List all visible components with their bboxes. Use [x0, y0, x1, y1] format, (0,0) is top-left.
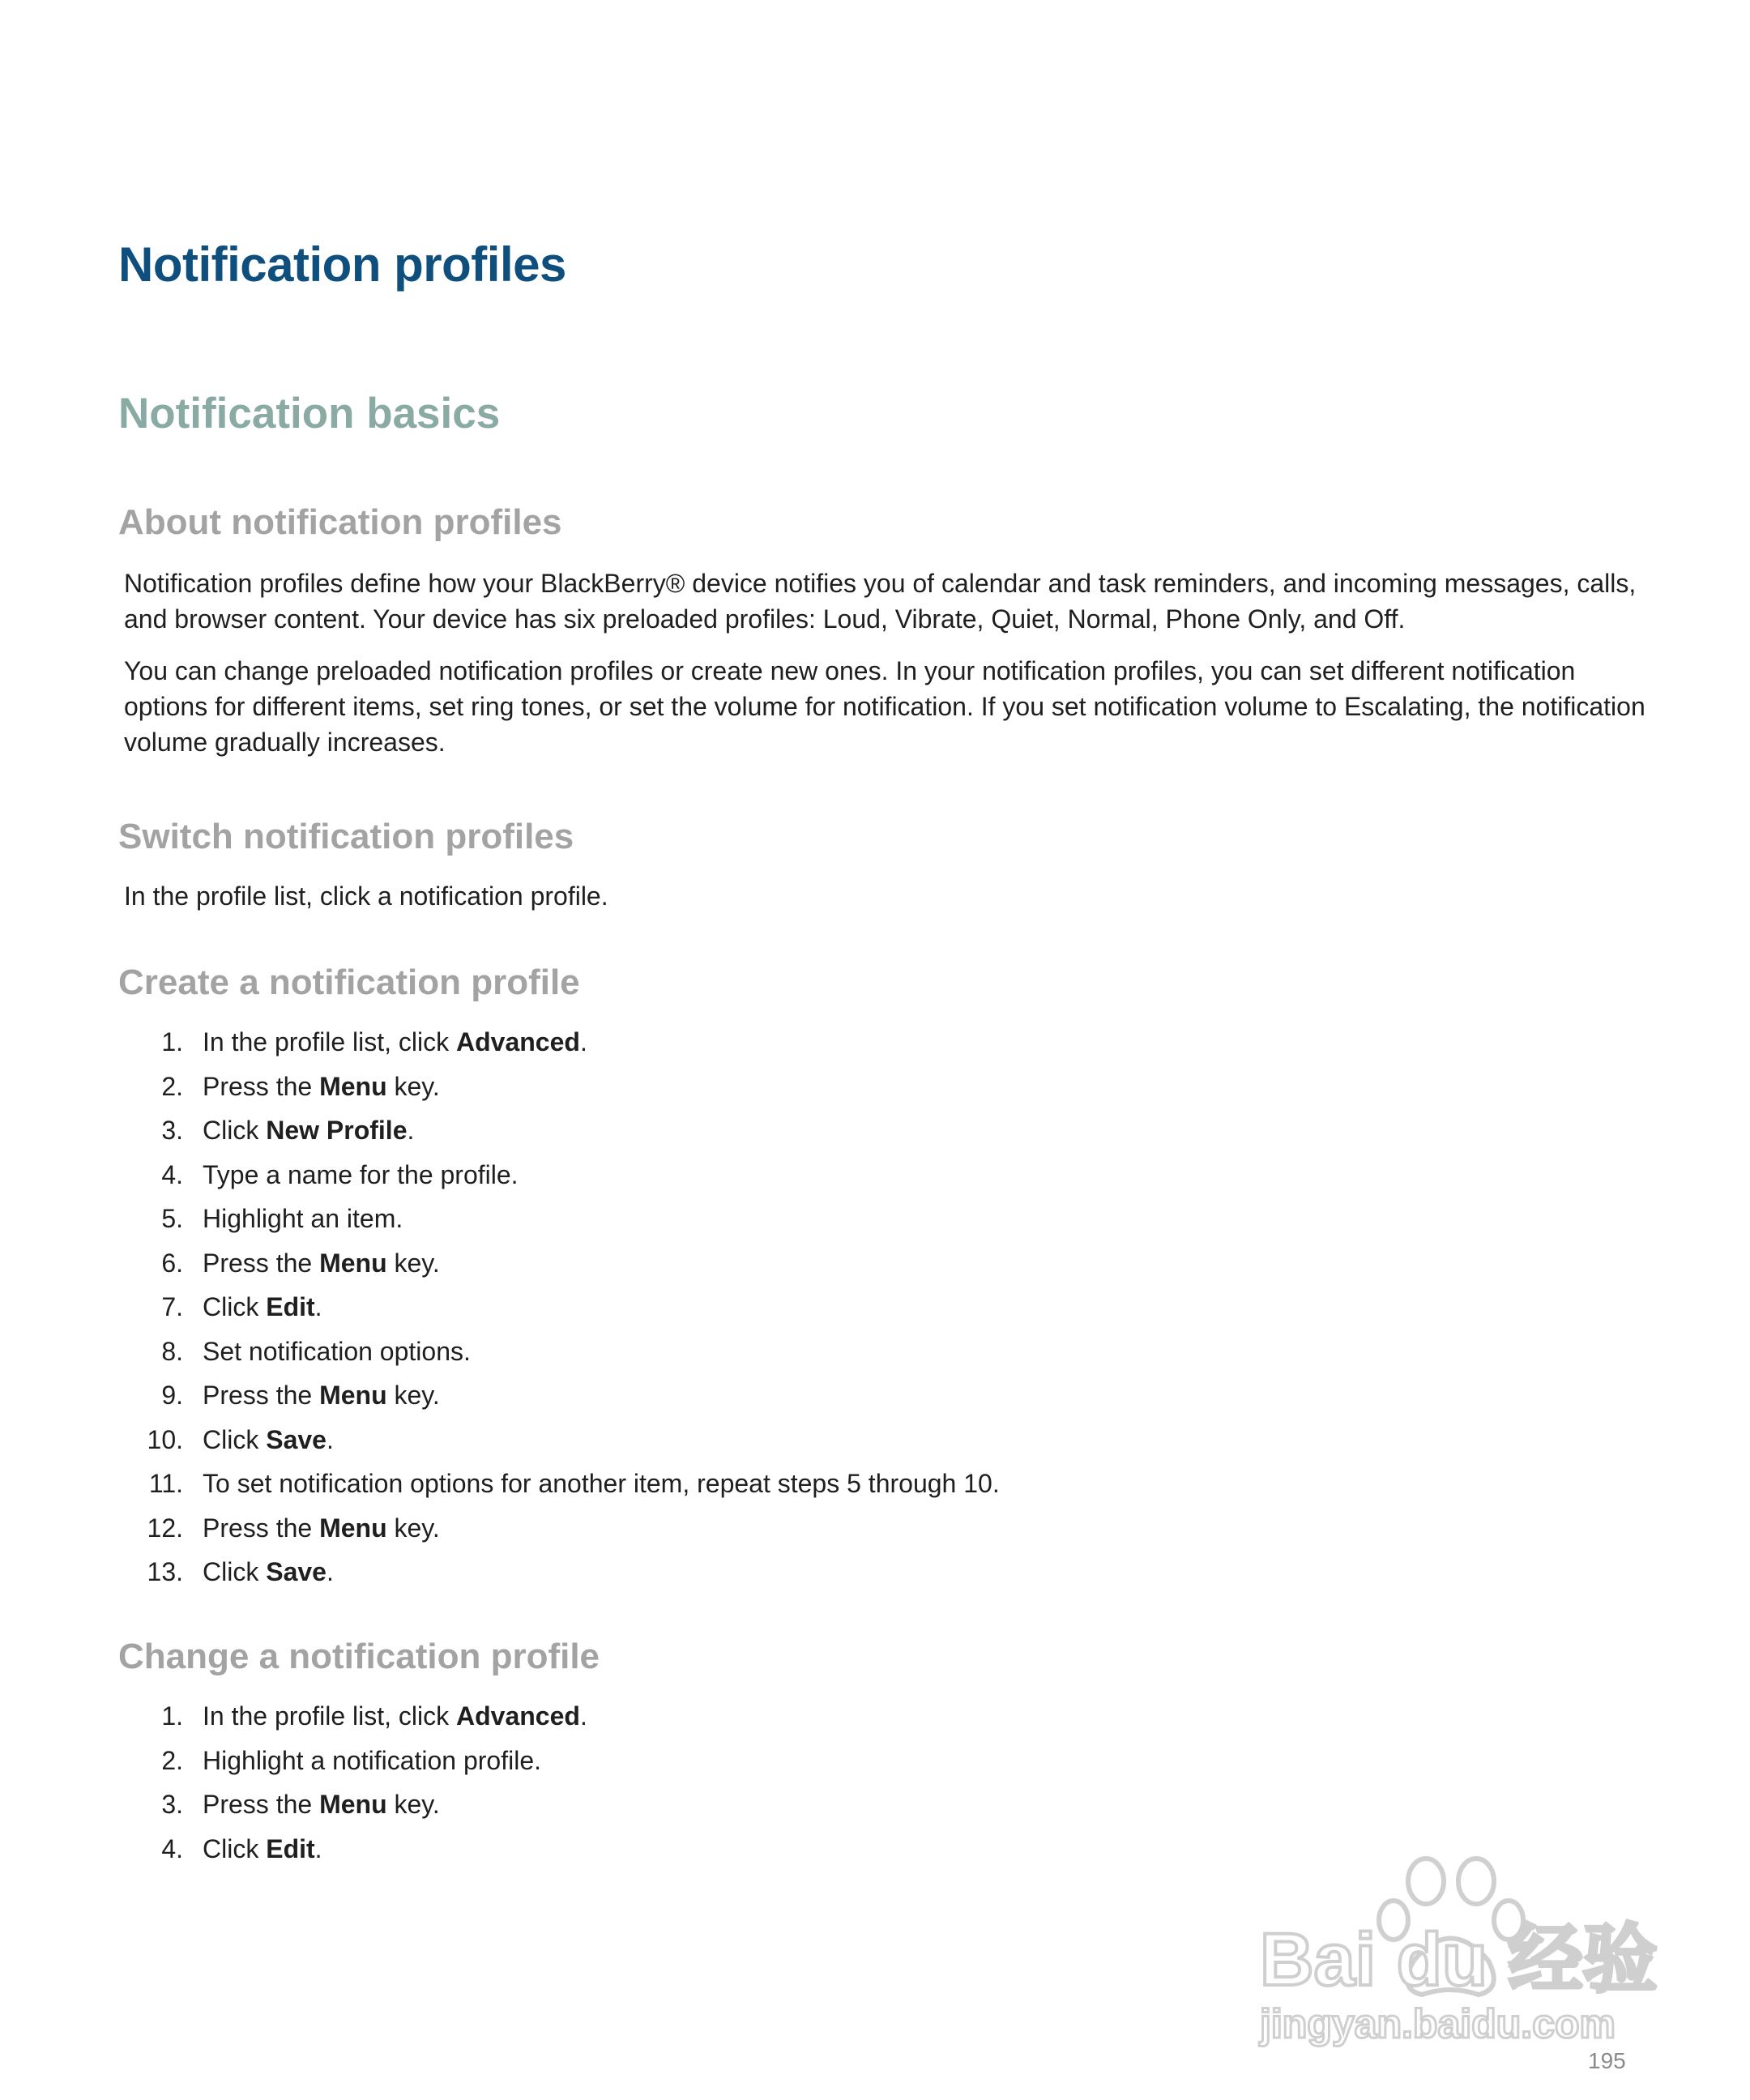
step-text-emphasis: Save [266, 1557, 327, 1586]
step-text [203, 1698, 587, 1734]
step-text-emphasis: Menu [319, 1071, 387, 1101]
step-text-plain: To set notification options for another item, repeat steps 5 through 10. [203, 1469, 1000, 1498]
create-step [0, 1422, 1620, 1458]
watermark-url: jingyan.baidu.com [1260, 2001, 1616, 2047]
step-number: 3. [161, 1790, 183, 1819]
step-text-plain: Click [203, 1424, 267, 1454]
create-heading: Create a notification profile [118, 962, 580, 1002]
change-step [0, 1786, 1620, 1822]
step-number: 12. [147, 1513, 183, 1543]
create-step [0, 1024, 1620, 1060]
step-text-suffix: key. [386, 1071, 440, 1101]
step-text [203, 1422, 334, 1458]
switch-heading: Switch notification profiles [118, 817, 574, 856]
step-number: 4. [161, 1833, 183, 1863]
step-number: 7. [161, 1292, 183, 1321]
step-text-suffix: key. [386, 1513, 440, 1543]
step-text-plain: Press the [203, 1071, 320, 1101]
step-number: 6. [161, 1248, 183, 1278]
step-text-plain: In the profile list, click [203, 1027, 456, 1056]
step-text-plain: Click [203, 1557, 267, 1586]
change-step [0, 1743, 1620, 1778]
page-number: 195 [1588, 2048, 1626, 2073]
step-text-suffix: . [579, 1701, 587, 1731]
step-text [203, 1024, 587, 1060]
step-text-suffix: . [326, 1424, 334, 1454]
step-text-plain: Click [203, 1116, 267, 1145]
create-step [0, 1510, 1620, 1546]
step-text-suffix: key. [386, 1790, 440, 1819]
step-text [203, 1831, 322, 1867]
watermark-brand: Bai du 经验 [1260, 1919, 1658, 2001]
step-text-plain: In the profile list, click [203, 1701, 456, 1731]
step-number: 2. [161, 1071, 183, 1101]
change-heading: Change a notification profile [118, 1637, 600, 1676]
create-step [0, 1245, 1620, 1281]
step-number: 1. [161, 1027, 183, 1056]
step-number: 11. [148, 1469, 183, 1498]
step-text [203, 1554, 334, 1590]
step-text [203, 1786, 440, 1822]
step-number: 9. [161, 1381, 183, 1410]
step-text [203, 1112, 414, 1148]
step-number: 10. [147, 1424, 183, 1454]
step-text [203, 1743, 541, 1778]
step-text-emphasis: Edit [266, 1292, 315, 1321]
about-paragraph-1: Notification profiles define how your BlackBerry® device notifies you of calendar and task reminders, and incoming messages, calls, and browser content. Your device has six preloaded profiles: Loud, Vibrate, Quiet, Normal, Phone Only, and Off. [124, 569, 1637, 634]
create-step [0, 1377, 1620, 1413]
create-step [0, 1069, 1620, 1104]
step-text-suffix: . [407, 1116, 415, 1145]
create-step [0, 1289, 1620, 1325]
create-step [0, 1554, 1620, 1590]
step-text-plain: Press the [203, 1248, 320, 1278]
create-step [0, 1334, 1620, 1369]
step-text-plain: Click [203, 1292, 267, 1321]
step-text-emphasis: Save [266, 1424, 327, 1454]
page-title: Notification profiles [118, 237, 566, 292]
step-text [203, 1201, 403, 1236]
create-step [0, 1201, 1620, 1236]
step-text-emphasis: Menu [319, 1381, 387, 1410]
step-text-emphasis: New Profile [266, 1116, 408, 1145]
step-text-emphasis: Edit [266, 1833, 315, 1863]
step-text [203, 1466, 1000, 1501]
create-step [0, 1112, 1620, 1148]
step-text-plain: Type a name for the profile. [203, 1159, 519, 1189]
step-text-plain: Set notification options. [203, 1336, 471, 1366]
about-heading: About notification profiles [118, 502, 562, 542]
step-text-suffix: key. [386, 1381, 440, 1410]
step-text-plain: Press the [203, 1513, 320, 1543]
step-text-suffix: . [314, 1833, 322, 1863]
step-text [203, 1157, 519, 1193]
step-text [203, 1245, 440, 1281]
change-step [0, 1698, 1620, 1734]
step-text [203, 1334, 471, 1369]
step-text [203, 1510, 440, 1546]
step-text-plain: Click [203, 1833, 267, 1863]
baidu-watermark-logo [1248, 1839, 1669, 2050]
switch-paragraph: In the profile list, click a notification profile. [124, 881, 608, 911]
create-step [0, 1157, 1620, 1193]
step-text-suffix: . [314, 1292, 322, 1321]
step-text [203, 1289, 322, 1325]
create-step [0, 1466, 1620, 1501]
step-text-emphasis: Menu [319, 1790, 387, 1819]
step-text-suffix: . [326, 1557, 334, 1586]
step-number: 3. [161, 1116, 183, 1145]
about-paragraph-2: You can change preloaded notification profiles or create new ones. In your notification profiles, you can set different notification options for different items, set ring tones, or set the volume for notification. If you set notification volume to Escalating, the notification volume gradually increases. [124, 656, 1645, 757]
step-number: 5. [161, 1204, 183, 1233]
step-text-emphasis: Menu [319, 1513, 387, 1543]
section-title: Notification basics [118, 390, 501, 438]
step-text-emphasis: Advanced [456, 1701, 580, 1731]
step-number: 4. [161, 1159, 183, 1189]
step-text-suffix: key. [386, 1248, 440, 1278]
step-number: 8. [161, 1336, 183, 1366]
step-text-plain: Highlight an item. [203, 1204, 403, 1233]
step-text-plain: Press the [203, 1381, 320, 1410]
step-number: 13. [147, 1557, 183, 1586]
step-text [203, 1069, 440, 1104]
step-text [203, 1377, 440, 1413]
step-text-plain: Highlight a notification profile. [203, 1745, 542, 1775]
step-number: 2. [161, 1745, 183, 1775]
step-text-emphasis: Menu [319, 1248, 387, 1278]
step-text-suffix: . [579, 1027, 587, 1056]
step-number: 1. [161, 1701, 183, 1731]
step-text-emphasis: Advanced [456, 1027, 580, 1056]
step-text-plain: Press the [203, 1790, 320, 1819]
